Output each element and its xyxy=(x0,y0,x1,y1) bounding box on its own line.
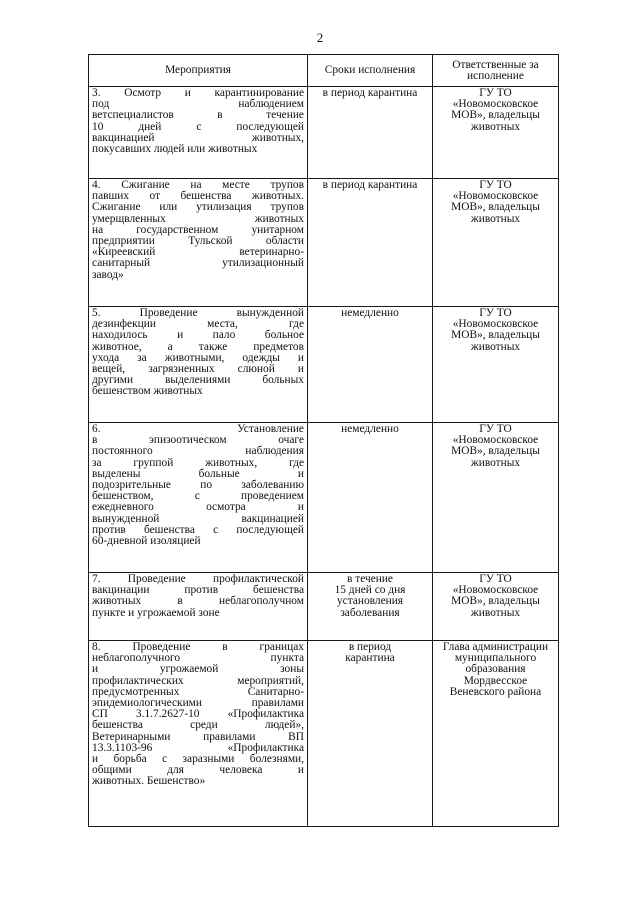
responsible-line: животных xyxy=(470,606,521,619)
measure-line: «Киреевский ветеринарно- xyxy=(92,246,304,259)
measure-line: эпидемиологическими правилами xyxy=(92,697,304,710)
measure-line: предприятии Тульской области xyxy=(92,235,304,248)
responsible-line: МОВ», владельцы xyxy=(451,445,540,458)
table-row xyxy=(89,641,559,827)
responsible-line: ГУ ТО «Новомосковское xyxy=(452,307,539,331)
measure-line: животных. Бешенство» xyxy=(92,775,206,788)
deadline-line: в период карантина xyxy=(322,179,418,191)
measure-line: и угрожаемой зоны xyxy=(92,663,304,676)
responsible-line: животных xyxy=(470,340,521,353)
measure-line: на государственном унитарном xyxy=(92,223,304,236)
deadline-line: немедленно xyxy=(341,423,399,435)
deadline-line: 15 дней со дня xyxy=(334,584,406,597)
responsible-cell xyxy=(433,87,559,179)
responsible-cell xyxy=(433,307,559,423)
measure-line: 13.3.1103-96 «Профилактика xyxy=(92,741,304,754)
measure-line: животное, а также предметов xyxy=(92,340,304,353)
responsible-line: МОВ», владельцы xyxy=(451,201,540,214)
measure-line: Ветеринарными правилами ВП xyxy=(92,730,304,743)
responsible-cell xyxy=(433,423,559,573)
measure-line: пункте и угрожаемой зоне xyxy=(92,606,220,619)
measure-line: под наблюдением xyxy=(92,98,304,111)
measure-line: выделены больные и xyxy=(92,467,304,480)
responsible-line: МОВ», владельцы xyxy=(451,109,540,122)
measure-line: вакцинацией животных, xyxy=(92,131,304,144)
responsible-line: ГУ ТО «Новомосковское xyxy=(452,423,539,447)
responsible-line: МОВ», владельцы xyxy=(451,329,540,342)
measure-line: ухода за животными, одежды и xyxy=(92,351,304,364)
deadline-cell xyxy=(308,179,433,307)
responsible-line: животных xyxy=(470,456,521,469)
measure-cell xyxy=(89,423,308,573)
responsible-line: МОВ», владельцы xyxy=(451,595,540,608)
deadline-line: немедленно xyxy=(341,307,399,319)
measure-line: 60-дневной изоляцией xyxy=(92,535,201,548)
measure-line: предусмотренных Санитарно- xyxy=(92,685,304,698)
measure-line: 5. Проведение вынужденной xyxy=(92,307,304,319)
measures-table xyxy=(88,54,559,827)
measure-line: животных в неблагополучном xyxy=(92,595,304,608)
measure-line: другими выделениями больных xyxy=(92,374,304,387)
deadline-line: карантина xyxy=(345,652,395,665)
deadline-cell xyxy=(308,641,433,827)
measure-line: ежедневного осмотра и xyxy=(92,501,304,514)
measure-line: бешенства среди людей», xyxy=(92,719,304,732)
measure-line: неблагополучного пункта xyxy=(92,652,304,665)
measure-line: покусавших людей или животных xyxy=(92,143,258,156)
measure-line: СП 3.1.7.2627-10 «Профилактика xyxy=(92,708,304,721)
measure-line: дезинфекции места, где xyxy=(92,318,304,331)
measure-line: завод» xyxy=(92,268,124,281)
measure-line: находилось и пало больное xyxy=(92,329,304,342)
measure-line: вещей, загрязненных слюной и xyxy=(92,363,304,376)
responsible-cell xyxy=(433,179,559,307)
table-header-row xyxy=(89,55,559,87)
measure-line: павших от бешенства животных. xyxy=(92,190,304,203)
header-deadlines: Сроки исполнения xyxy=(308,55,433,87)
measure-line: бешенством животных xyxy=(92,385,203,398)
table-row xyxy=(89,307,559,423)
measure-cell xyxy=(89,307,308,423)
responsible-line: Мордвесское xyxy=(463,674,528,687)
measure-line: санитарный утилизационный xyxy=(92,257,304,270)
deadline-line: в течение xyxy=(346,573,393,585)
header-measures: Мероприятия xyxy=(89,55,308,87)
responsible-cell xyxy=(433,641,559,827)
measure-line: 3. Осмотр и карантинирование xyxy=(92,87,304,99)
responsible-line: ГУ ТО «Новомосковское xyxy=(452,573,539,597)
measure-line: 8. Проведение в границах xyxy=(92,641,304,653)
measure-line: профилактических мероприятий, xyxy=(92,674,304,687)
measure-line: постоянного наблюдения xyxy=(92,445,304,458)
deadline-line: установления xyxy=(336,595,404,608)
page-number: 2 xyxy=(316,30,324,45)
measure-cell xyxy=(89,573,308,641)
responsible-line: образования xyxy=(465,663,526,676)
measure-line: вынужденной вакцинацией xyxy=(92,512,304,525)
responsible-line: муниципального xyxy=(454,652,537,665)
deadline-cell xyxy=(308,573,433,641)
measure-line: бешенством, с проведением xyxy=(92,490,304,503)
measure-line: 6. Установление xyxy=(92,423,304,435)
measure-cell xyxy=(89,87,308,179)
measure-line: 4. Сжигание на месте трупов xyxy=(92,179,304,191)
measure-line: в эпизоотическом очаге xyxy=(92,434,304,447)
measure-line: вакцинации против бешенства xyxy=(92,584,304,597)
measure-cell xyxy=(89,641,308,827)
responsible-line: животных xyxy=(470,212,521,225)
measure-line: против бешенства с последующей xyxy=(92,523,304,536)
measure-line: общими для человека и xyxy=(92,764,304,777)
measure-line: 10 дней с последующей xyxy=(92,120,304,133)
table-row xyxy=(89,87,559,179)
responsible-line: Веневского района xyxy=(449,685,542,698)
deadline-line: в период xyxy=(348,641,392,653)
measure-line: ветспециалистов в течение xyxy=(92,109,304,122)
deadline-cell xyxy=(308,87,433,179)
measure-line: Сжигание или утилизация трупов xyxy=(92,201,304,214)
responsible-line: Глава администрации xyxy=(442,641,549,653)
responsible-line: ГУ ТО «Новомосковское xyxy=(452,87,539,111)
table-row xyxy=(89,423,559,573)
deadline-cell xyxy=(308,307,433,423)
table-row xyxy=(89,573,559,641)
responsible-line: животных xyxy=(470,120,521,133)
measure-cell xyxy=(89,179,308,307)
deadline-cell xyxy=(308,423,433,573)
deadline-line: в период карантина xyxy=(322,87,418,99)
deadline-line: заболевания xyxy=(340,606,400,619)
measure-line: и борьба с заразными болезнями, xyxy=(92,753,304,766)
responsible-line: ГУ ТО «Новомосковское xyxy=(452,179,539,203)
measure-line: 7. Проведение профилактической xyxy=(92,573,304,585)
table-row xyxy=(89,179,559,307)
measure-line: подозрительные по заболеванию xyxy=(92,479,304,492)
header-responsible: Ответственные за исполнение xyxy=(433,55,559,87)
responsible-cell xyxy=(433,573,559,641)
measure-line: умерщвленных животных xyxy=(92,212,304,225)
measure-line: за группой животных, где xyxy=(92,456,304,469)
